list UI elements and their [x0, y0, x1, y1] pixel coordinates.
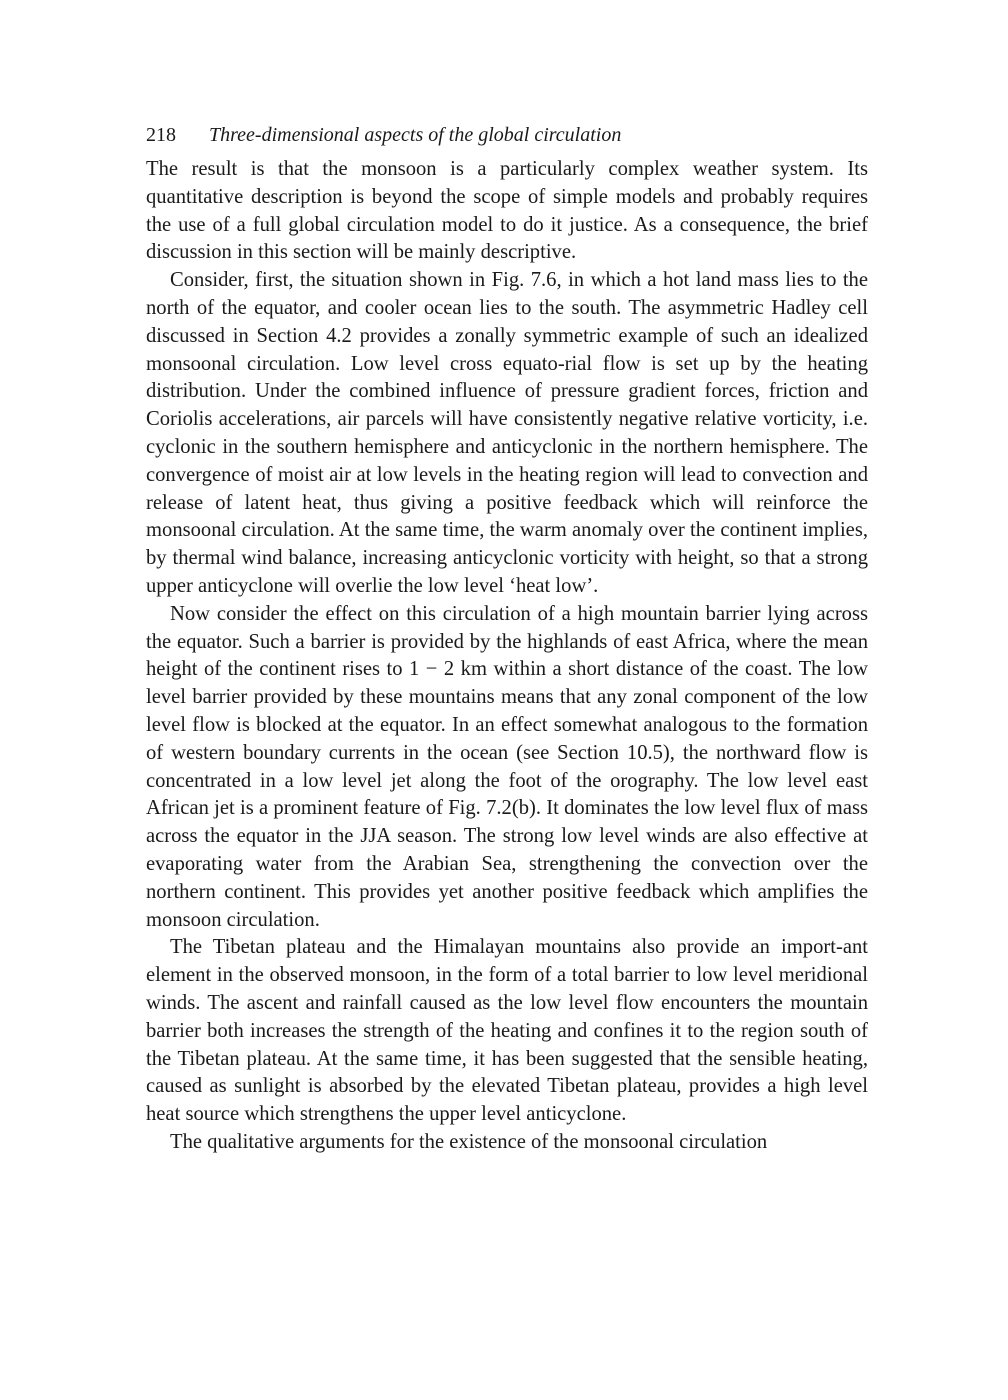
paragraph-5: The qualitative arguments for the existence of the monsoonal circulation: [170, 1130, 768, 1153]
text-body: [146, 156, 868, 1157]
running-title: Three-dimensional aspects of the global circulation: [209, 124, 622, 146]
page-number: 218: [146, 124, 176, 146]
running-header: [146, 118, 868, 148]
paragraph-4: The Tibetan plateau and the Himalayan mountains also provide an import-ant element in the observed monsoon, in the form of a total barrier to low level meridional winds. The ascent and rainfall caused as the low level flow encounters the mountain barrier both increases the strength of the heating and confines it to the region south of the Tibetan plateau. At the same time, it has been suggested that the sensible heating, caused as sunlight is absorbed by the elevated Tibetan plateau, provides a high level heat source which strengthens the upper level anticyclone.: [146, 936, 868, 1126]
book-page: [146, 118, 868, 1157]
paragraph-3: Now consider the effect on this circulation of a high mountain barrier lying across the equator. Such a barrier is provided by the highlands of east Africa, where the mean height of the continent rises to 1 − 2 km within a short distance of the coast. The low level barrier provided by these mountains means that any zonal component of the low level flow is blocked at the equator. In an effect somewhat analogous to the formation of western boundary currents in the ocean (see Section 10.5), the northward flow is concentrated in a low level jet along the foot of the orography. The low level east African jet is a prominent feature of Fig. 7.2(b). It dominates the low level flux of mass across the equator in the JJA season. The strong low level winds are also effective at evaporating water from the Arabian Sea, strengthening the convection over the northern continent. This provides yet another positive feedback which amplifies the monsoon circulation.: [146, 602, 868, 931]
paragraph-1: The result is that the monsoon is a particularly complex weather system. Its quantitative description is beyond the scope of simple models and probably requires the use of a full global circulation model to do it justice. As a consequence, the brief discussion in this section will be mainly descriptive.: [146, 158, 868, 264]
paragraph-2: Consider, first, the situation shown in Fig. 7.6, in which a hot land mass lies to the north of the equator, and cooler ocean lies to the south. The asymmetric Hadley cell discussed in Section 4.2 provides a zonally symmetric example of such an idealized monsoonal circulation. Low level cross equato-rial flow is set up by the heating distribution. Under the combined influence of pressure gradient forces, friction and Coriolis accelerations, air parcels will have consistently negative relative vorticity, i.e. cyclonic in the southern hemisphere and anticyclonic in the northern hemisphere. The convergence of moist air at low levels in the heating region will lead to convection and release of latent heat, thus giving a positive feedback which will reinforce the monsoonal circulation. At the same time, the warm anomaly over the continent implies, by thermal wind balance, increasing anticyclonic vorticity with height, so that a strong upper anticyclone will overlie the low level ‘heat low’.: [146, 269, 868, 597]
